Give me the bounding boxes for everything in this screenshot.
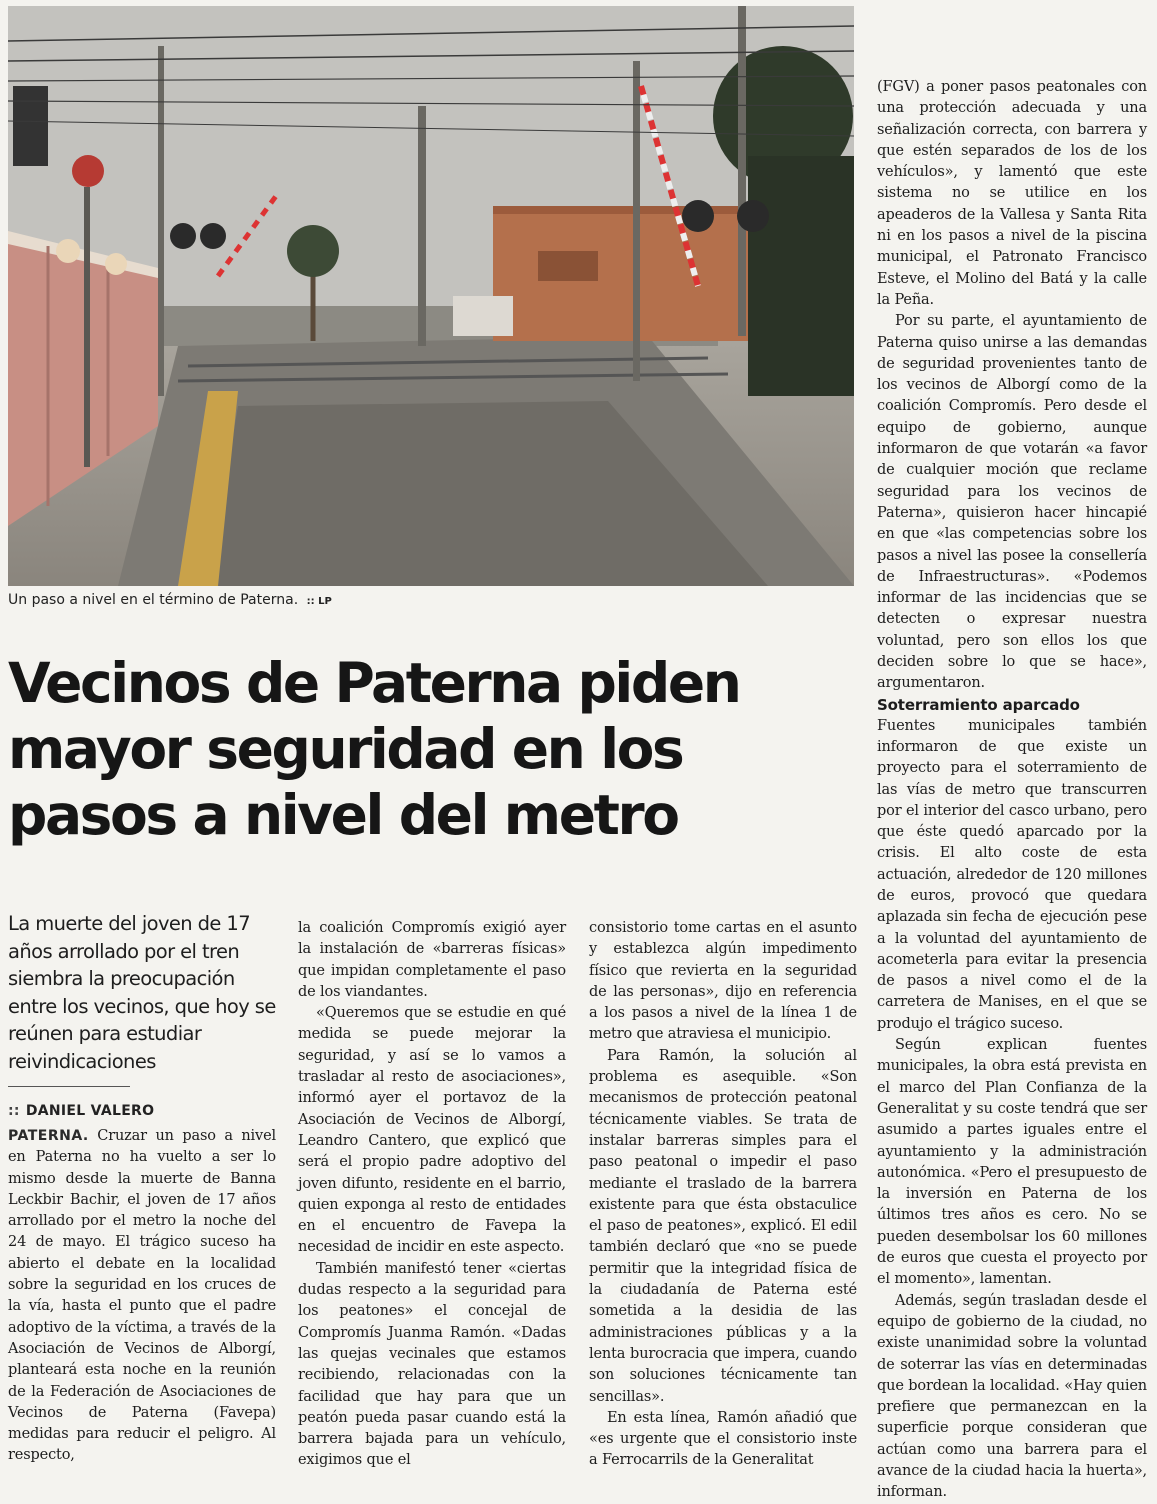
caption-text: Un paso a nivel en el término de Paterna. [8,592,299,608]
paragraph [8,1126,276,1467]
headline-line-3: pasos a nivel del metro [8,783,678,847]
photo-illustration [8,6,854,586]
paragraph: (FGV) a poner pasos peatonales con una protección adecuada y una señalización correcta, con barrera y que estén separados de los de los vehículos», y lamentó que este sistema no se utilice en los apeaderos de la Vallesa y Santa Rita ni en los pasos a nivel de la piscina municipal, el Patronato Francisco Esteve, el Molino del Batá y la calle la Peña. [877,79,1147,308]
paragraph: la coalición Compromís exigió ayer la instalación de «barreras físicas» que impidan completamente el paso de los viandantes. [298,920,566,1000]
paragraph-text: Cruzar un paso a nivel en Paterna no ha vuelto a ser lo mismo desde la muerte de Banna Leckbir Bachir, el joven de 17 años arrollado por el metro la noche del 24 de mayo. El trágico suceso ha abierto el debate en la localidad sobre la seguridad en los cruces de la vía, hasta el punto que el padre adoptivo de la víctima, a través de la Asociación de Vecinos de Alborgí, planteará esta noche en la reunión de la Federación de Asociaciones de Vecinos de Paterna (Favepa) medidas para reducir el peligro. Al respecto, [8,1128,276,1464]
headline [8,650,858,848]
body-column-3 [589,918,857,1472]
byline [8,1103,280,1119]
photo-caption [8,592,854,608]
subhead-divider [8,1086,130,1087]
paragraph: Además, según trasladan desde el equipo de gobierno de la ciudad, no existe unanimidad sobre la voluntad de soterrar las vías en determinadas que bordean la localidad. «Hay quien prefiere que permanezcan en la superficie porque consideran que actúan como una barrera para el avance de la ciudad hacia la huerta», informan. [877,1292,1147,1501]
subhead: La muerte del joven de 17 años arrollado por el tren siembra la preocupación entre los vecinos, que hoy se reúnen para estudiar reivindicaciones [8,912,276,1073]
headline-line-2: mayor seguridad en los [8,717,683,781]
level-crossing-photo [8,6,854,586]
paragraph: Para Ramón, la solución al problema es asequible. «Son mecanismos de protección peatonal técnicamente viables. Se trata de instalar barreras simples para el paso peatonal o impedir el paso mediante el traslado de la barrera existente para que ésta obstaculice el paso de peatones», explicó. El edil también declaró que «no se puede permitir que la integridad física de la ciudadanía de Paterna esté sometida a la desidia de las administraciones públicas y a la lenta burocracia que impera, cuando son soluciones técnicamente tan sencillas». [589,1047,857,1405]
paragraph: «Queremos que se estudie en qué medida se puede mejorar la seguridad, y así se lo vamos a trasladar al resto de asociaciones», informó ayer el portavoz de la Asociación de Vecinos de Alborgí, Leandro Cantero, que explicó que será el propio padre adoptivo del joven difunto, residente en el barrio, quien exponga al resto de entidades en el encuentro de Favepa la necesidad de incidir en este aspecto. [298,1005,566,1256]
byline-author: DANIEL VALERO [25,1103,155,1119]
body-column-4 [877,77,1147,1504]
caption-credit: :: LP [306,596,332,607]
paragraph: Por su parte, el ayuntamiento de Paterna quiso unirse a las demandas de seguridad provenientes tanto de los vecinos de Alborgí como de la coalición Compromís. Pero desde el equipo de gobierno, aunque informaron de que votarán «a favor de cualquier moción que reclame seguridad para los vecinos de Paterna», quisieron hacer hincapié en que «las competencias sobre los pasos a nivel las posee la consellería de Infraestructuras». «Podemos informar de las incidencias que se detecten o expresar nuestra voluntad, pero son ellos los que deciden sobre lo que se hace», argumentaron. [877,313,1147,692]
body-column-1 [8,1126,276,1467]
paragraph: consistorio tome cartas en el asunto y establezca algún impedimento físico que revierta en la seguridad de las personas», dijo en referencia a los pasos a nivel de la línea 1 de metro que atraviesa el municipio. [589,920,857,1043]
paragraph: En esta línea, Ramón añadió que «es urgente que el consistorio inste a Ferrocarrils de la Generalitat [589,1409,857,1469]
body-column-2 [298,918,566,1472]
dateline-city: PATERNA. [8,1128,89,1144]
paragraph: Fuentes municipales también informaron de que existe un proyecto para el soterramiento de las vías de metro que transcurren por el interior del casco urbano, pero que éste quedó aparcado por la crisis. El alto coste de esta actuación, alrededor de 120 millones de euros, provocó que quedara aplazada sin fecha de ejecución pese a la voluntad del ayuntamiento de acometerla para evitar la presencia de pasos a nivel como el de la carretera de Manises, en el que se produjo el trágico suceso. [877,717,1147,1032]
section-title: Soterramiento aparcado [877,695,1080,714]
paragraph: Según explican fuentes municipales, la obra está prevista en el marco del Plan Confianza de la Generalitat y su coste tendrá que ser asumido a partes iguales entre el ayuntamiento y la administración autonómica. «Pero el presupuesto de la inversión en Paterna de los últimos tres años es cero. No se pueden desembolsar los 60 millones de euros que cuesta el proyecto por el momento», lamentan. [877,1037,1147,1288]
headline-line-1: Vecinos de Paterna piden [8,651,740,715]
paragraph: También manifestó tener «ciertas dudas respecto a la seguridad para los peatones» el concejal de Compromís Juanma Ramón. «Dadas las quejas vecinales que estamos recibiendo, relacionadas con la facilidad que hay para que un peatón pueda pasar cuando está la barrera bajada para un vehículo, exigimos que el [298,1260,566,1469]
byline-dots: :: [8,1103,20,1119]
